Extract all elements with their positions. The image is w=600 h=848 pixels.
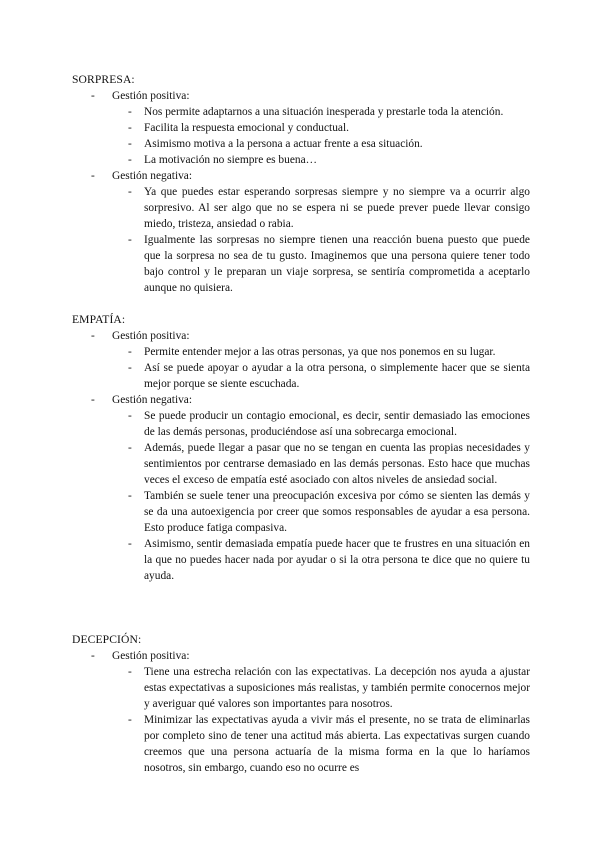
list-item: [72, 152, 530, 168]
group-label: Gestión negativa:: [112, 170, 193, 182]
group-list: [72, 88, 530, 296]
group-label: Gestión positiva:: [112, 650, 190, 662]
list-item: [72, 408, 530, 440]
section-title: SORPRESA:: [72, 73, 135, 86]
list-item: [72, 488, 530, 536]
list-item: [72, 360, 530, 392]
dash-marker: -: [91, 330, 95, 342]
list-item-text: Permite entender mejor a las otras personas, ya que nos ponemos en su lugar.: [144, 346, 496, 358]
list-item-text: Asimismo, sentir demasiada empatía puede hacer que te frustres en una situación en la que no puedes hacer nada por ayudar o si la otra persona te dice que no quiere tu ayuda.: [144, 538, 530, 582]
dash-marker: -: [128, 666, 132, 678]
list-item-text: La motivación no siempre es buena…: [144, 154, 318, 166]
list-item-text: Ya que puedes estar esperando sorpresas siempre y no siempre va a ocurrir algo sorpresivo. Al ser algo que no se espera ni se puede prever puede llevar consigo miedo, tristeza, ansiedad o rabia.: [144, 186, 530, 230]
list-item-text: Facilita la respuesta emocional y conductual.: [144, 122, 349, 134]
list-item-text: Además, puede llegar a pasar que no se tengan en cuenta las propias necesidades y sentimientos por centrarse demasiado en las demás personas. Esto hace que muchas veces el exceso de empatía esté asociado con altos niveles de ansiedad social.: [144, 442, 530, 486]
bullet-list: [72, 104, 530, 168]
group-negativa: [72, 168, 530, 296]
dash-marker: -: [128, 538, 132, 550]
section-decepcion: [72, 632, 530, 776]
list-item-text: Igualmente las sorpresas no siempre tienen una reacción buena puesto que puede que la sorpresa no sea de tu gusto. Imaginemos que una persona quiere tener todo bajo control y le preparan un viaje sorpresa, se sentiría comprometida a aceptarlo aunque no quisiera.: [144, 234, 530, 294]
list-item: [72, 712, 530, 776]
section-empatia: [72, 312, 530, 584]
list-item: [72, 440, 530, 488]
group-label: Gestión positiva:: [112, 330, 190, 342]
dash-marker: -: [128, 234, 132, 246]
dash-marker: -: [91, 90, 95, 102]
section-title: DECEPCIÓN:: [72, 633, 142, 646]
dash-marker: -: [128, 138, 132, 150]
list-item: [72, 536, 530, 584]
list-item: [72, 104, 530, 120]
dash-marker: -: [128, 410, 132, 422]
bullet-list: [72, 408, 530, 584]
group-label: Gestión negativa:: [112, 394, 193, 406]
group-positiva: [72, 648, 530, 776]
list-item: [72, 664, 530, 712]
list-item: [72, 232, 530, 296]
dash-marker: -: [128, 346, 132, 358]
group-positiva: [72, 328, 530, 392]
dash-marker: -: [91, 650, 95, 662]
dash-marker: -: [128, 154, 132, 166]
list-item: [72, 184, 530, 232]
list-item-text: Nos permite adaptarnos a una situación inesperada y prestarle toda la atención.: [144, 106, 504, 118]
dash-marker: -: [128, 714, 132, 726]
dash-marker: -: [128, 362, 132, 374]
bullet-list: [72, 344, 530, 392]
bullet-list: [72, 184, 530, 296]
list-item-text: Minimizar las expectativas ayuda a vivir más el presente, no se trata de eliminarlas por completo sino de tener una actitud más abierta. Las expectativas surgen cuando creemos que una persona actuaría de la misma forma en la que lo haríamos nosotros, sin embargo, cuando eso no ocurre es: [144, 714, 530, 774]
list-item: [72, 344, 530, 360]
group-list: [72, 328, 530, 584]
dash-marker: -: [91, 170, 95, 182]
list-item-text: Así se puede apoyar o ayudar a la otra persona, o simplemente hacer que se sienta mejor porque se siente escuchada.: [144, 362, 530, 390]
dash-marker: -: [128, 442, 132, 454]
list-item-text: Tiene una estrecha relación con las expectativas. La decepción nos ayuda a ajustar estas expectativas a suposiciones más realistas, y también permite conocernos mejor y averiguar qué valores son importantes para nosotros.: [144, 666, 530, 710]
dash-marker: -: [128, 186, 132, 198]
list-item-text: También se suele tener una preocupación excesiva por cómo se sienten las demás y se da una autoexigencia por creer que somos responsables de ayudar a esa persona. Esto produce fatiga compasiva.: [144, 490, 530, 534]
group-list: [72, 648, 530, 776]
section-sorpresa: [72, 72, 530, 296]
dash-marker: -: [128, 106, 132, 118]
group-label: Gestión positiva:: [112, 90, 190, 102]
dash-marker: -: [128, 490, 132, 502]
bullet-list: [72, 664, 530, 776]
section-title: EMPATÍA:: [72, 313, 126, 326]
list-item: [72, 120, 530, 136]
dash-marker: -: [91, 394, 95, 406]
dash-marker: -: [128, 122, 132, 134]
list-item-text: Se puede producir un contagio emocional, es decir, sentir demasiado las emociones de las demás personas, produciéndose así una sobrecarga emocional.: [144, 410, 530, 438]
list-item-text: Asimismo motiva a la persona a actuar frente a esa situación.: [144, 138, 423, 150]
group-negativa: [72, 392, 530, 584]
group-positiva: [72, 88, 530, 168]
list-item: [72, 136, 530, 152]
